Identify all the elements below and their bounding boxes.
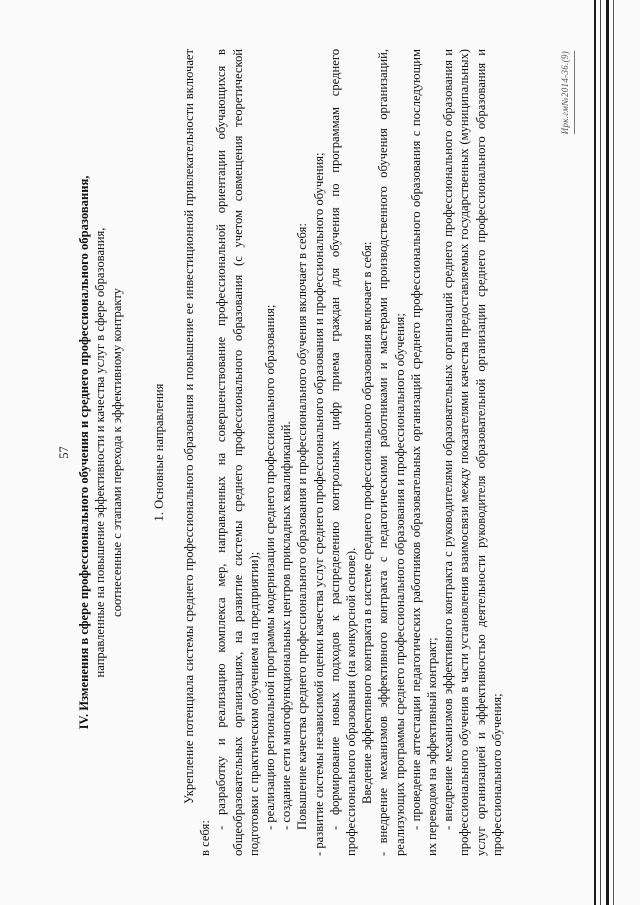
list-item: - разработку и реализацию комплекса мер, направленных на совершенствование профессиональной ориентации обучающихся в общеобразовательных организациях, на развитие системы среднего профессионального образования (с учетом совмещения теоретической подготовки с практическим обучением на предприятии); [213,48,261,856]
list-item: - развитие системы независимой оценки качества услуг среднего профессионального образования и профессионального обучения; [311,151,326,856]
page-number: 57 [56,445,71,459]
list-item: - реализацию региональной программы модернизации среднего профессионального образования; [262,304,277,830]
chapter-title-line-3: соотнесенные с этапами перехода к эффективному контракту [109,287,124,617]
paragraph: Введение эффективного контракта в системе среднего профессионального образования включает в себя: [359,241,374,804]
binder-edge [594,0,596,905]
list-item: - создание сети многофункциональных центров прикладных квалификаций. [278,420,293,830]
paragraph: Укрепление потенциала системы среднего профессионального образования и повышение ее инвестиционной привлекательности включает в себя: [181,48,212,856]
list-item: - внедрение механизмов эффективного контракта с педагогическими работниками и мастерами производственного обучения организаций, реализующих программы среднего профессионального образования и профессионального обучения; [375,48,407,856]
binder-edge [606,0,609,905]
chapter-title [76,49,125,856]
list-item: - проведение аттестации педагогических работников образовательных организаций среднего профессионального образования с последующим их переводом на эффективный контракт; [408,48,439,856]
list-item: - внедрение механизмов эффективного контракта с руководителями образовательных организаций среднего профессионального образования и профессионального обучения в части установления взаимосвязи между показателями качества предоставляемых государственных (муниципальных) услуг организацией и эффективностью деятельности руководителя образовательной организации среднего профессионального образования и профессионального обучения; [440,48,504,856]
binder-edge [613,0,614,905]
paragraph: Повышение качества среднего профессионального образования и профессионального обучения включает в себя: [294,222,309,830]
section-heading: 1. Основные направления [151,383,166,521]
binder-edge [600,0,601,905]
rotated-document-page [48,35,593,870]
registry-stamp: Ирк.гм№2014-36.(9) [556,51,574,134]
list-item: - формирование новых подходов к распределению контрольных цифр приема граждан для обучения по программам среднего профессионального образования (на конкурсной основе). [327,48,358,856]
chapter-title-line-1: IV. Изменения в сфере профессионального обучения и среднего профессионального образования, [76,175,91,729]
chapter-title-line-2: направленные на повышение эффективности и качества услуг в сфере образования, [92,227,107,677]
